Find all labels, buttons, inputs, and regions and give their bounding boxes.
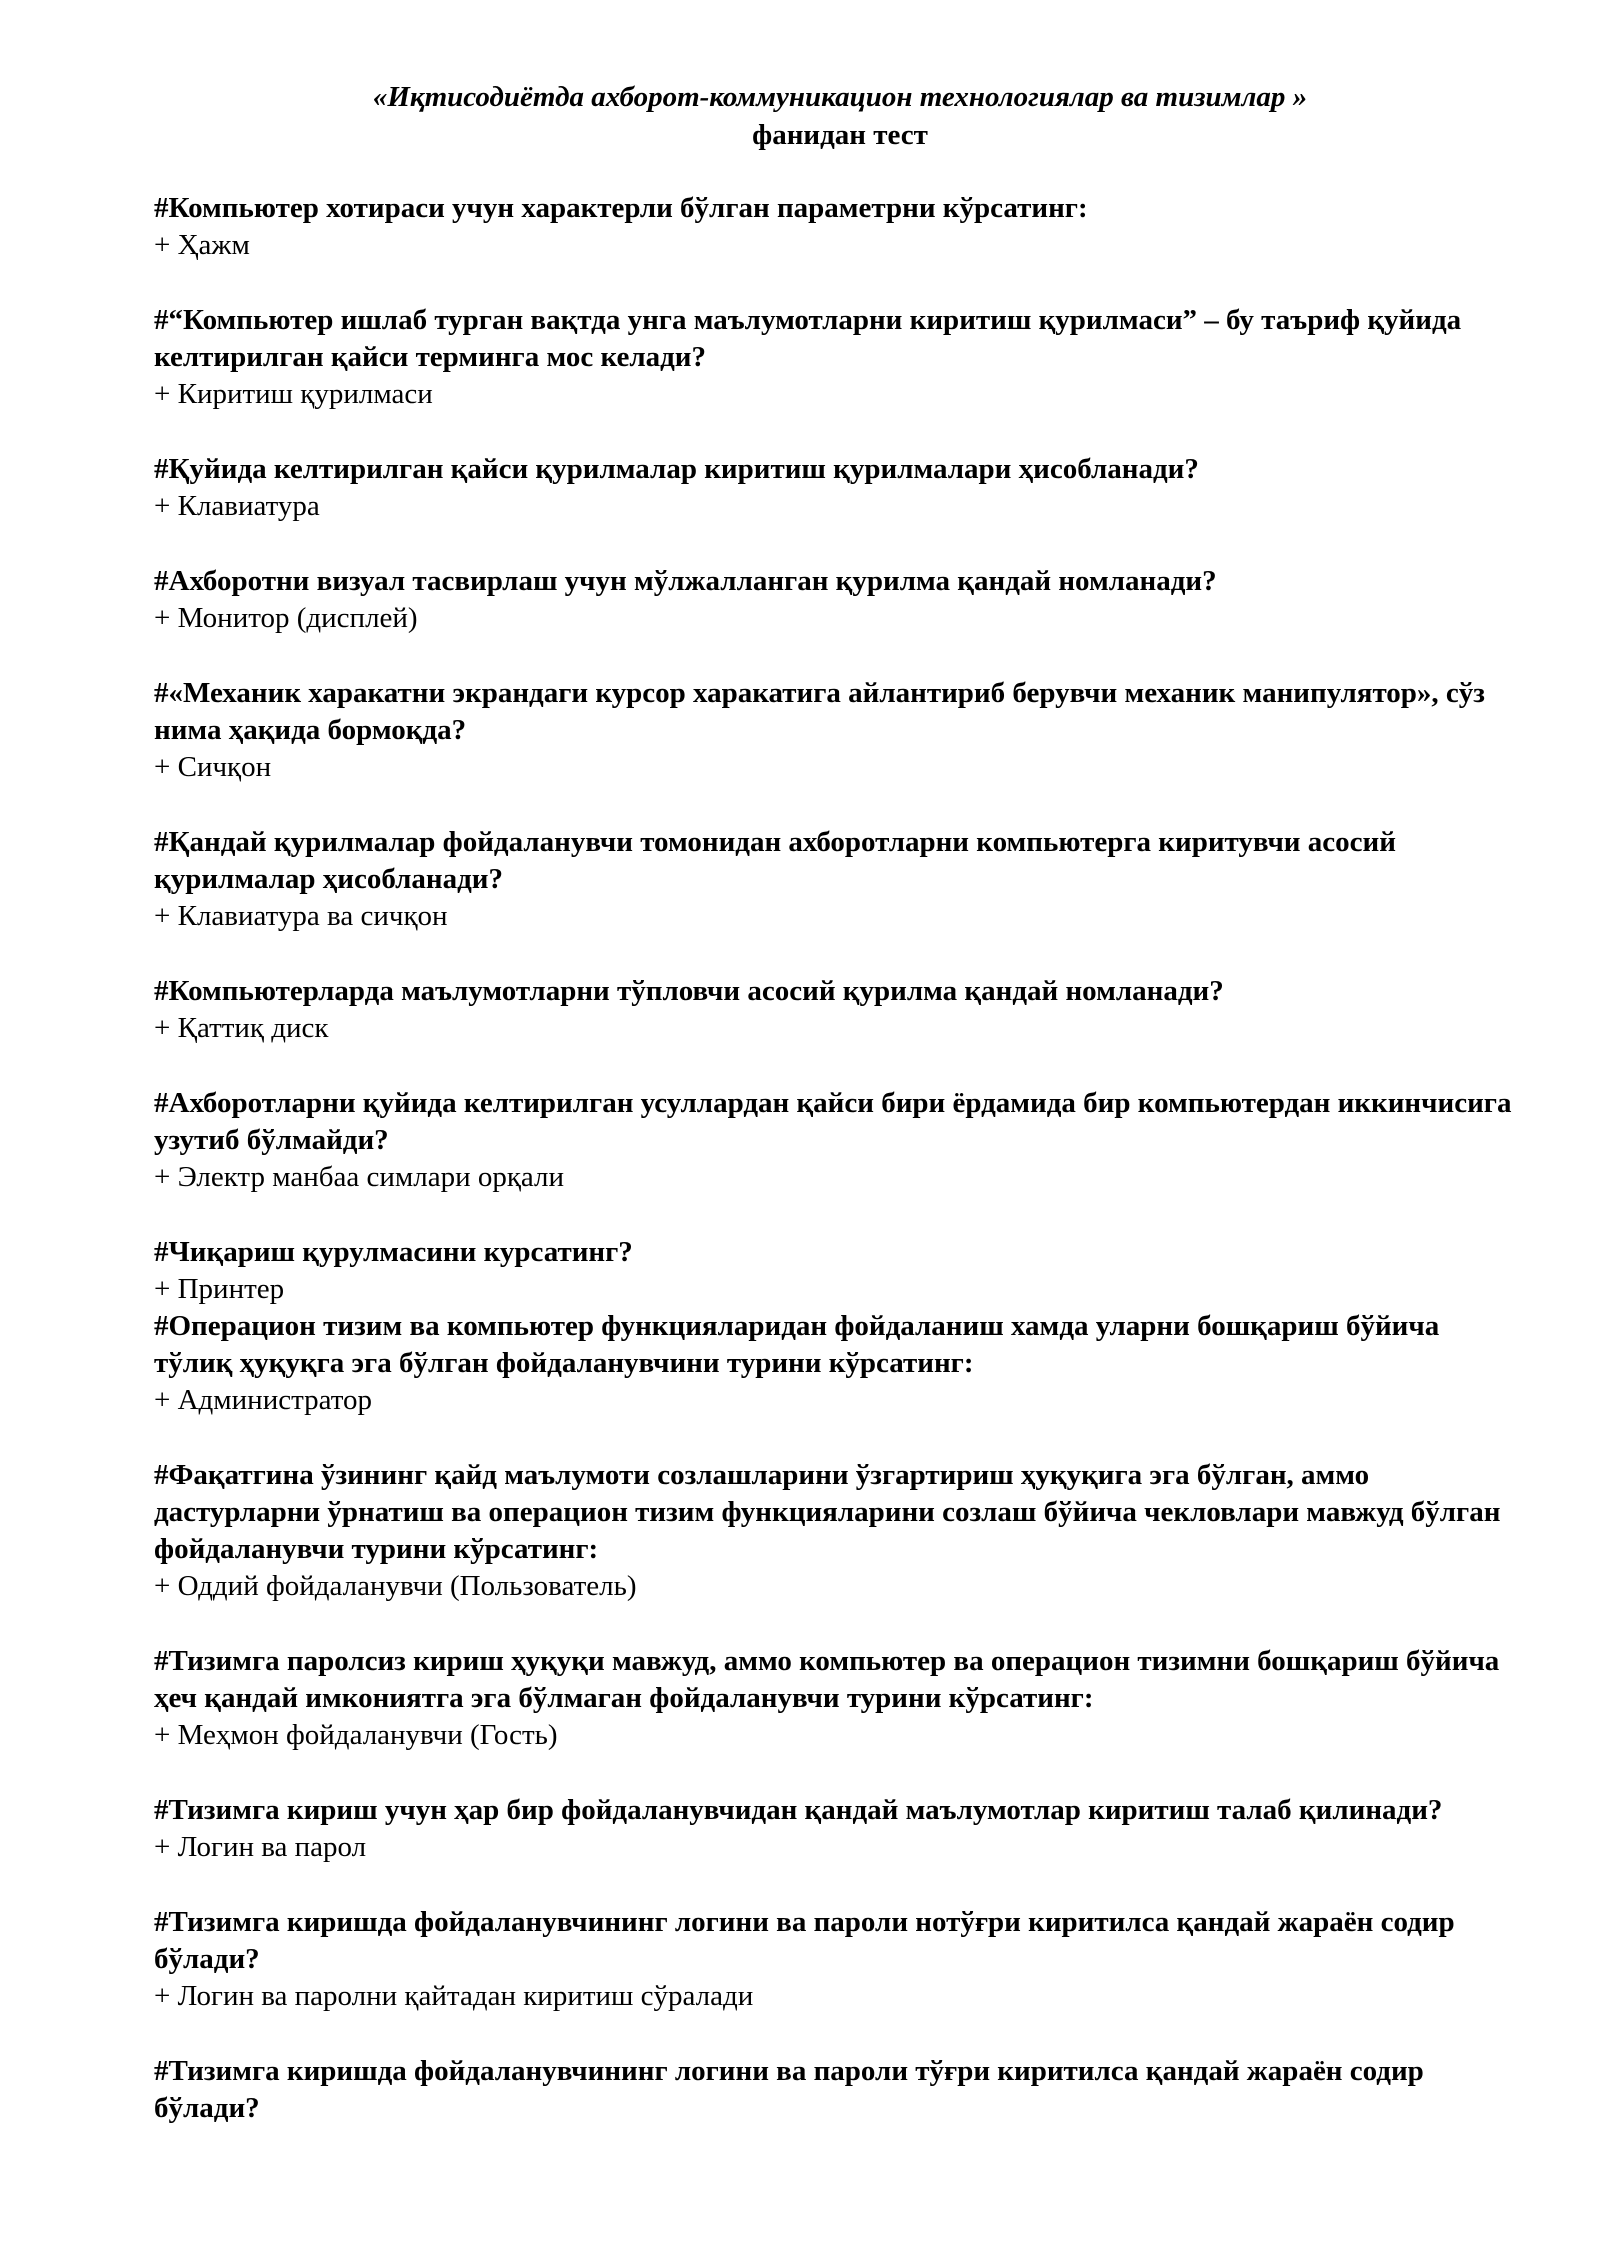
question-block xyxy=(154,1308,1514,1419)
question-block xyxy=(154,2053,1514,2127)
question-block xyxy=(154,1904,1514,2015)
question-text: #Тизимга кириш учун ҳар бир фойдаланувчидан қандай маълумотлар киритиш талаб қилинади? xyxy=(154,1794,1443,1826)
question-block xyxy=(154,451,1514,525)
question-list xyxy=(154,190,1514,2165)
answer-text: + Киритиш қурилмаси xyxy=(154,378,433,410)
question-text: #Операцион тизим ва компьютер функцияларидан фойдаланиш хамда уларни бошқариш бўйича тўлиқ ҳуқуқга эга бўлган фойдаланувчини турини кўрсатинг: xyxy=(154,1310,1440,1379)
question-text: #Ахборотларни қуйида келтирилган усуллардан қайси бири ёрдамида бир компьютердан иккинчисига узутиб бўлмайди? xyxy=(154,1087,1512,1156)
answer-text: + Қаттиқ диск xyxy=(154,1012,329,1044)
question-text: #“Компьютер ишлаб турган вақтда унга маълумотларни киритиш қурилмаси” – бу таъриф қуйида келтирилган қайси терминга мос келади? xyxy=(154,304,1462,373)
question-text: #Тизимга паролсиз кириш ҳуқуқи мавжуд, аммо компьютер ва операцион тизимни бошқариш бўйича ҳеч қандай имкониятга эга бўлмаган фойдаланувчи турини кўрсатинг: xyxy=(154,1645,1500,1714)
question-text: #«Механик харакатни экрандаги курсор харакатига айлантириб берувчи механик манипулятор», сўз нима ҳақида бормоқда? xyxy=(154,677,1485,746)
answer-text: + Клавиатура xyxy=(154,490,320,522)
question-text: #Компьютерларда маълумотларни тўпловчи асосий қурилма қандай номланади? xyxy=(154,975,1224,1007)
answer-text: + Ҳажм xyxy=(154,229,250,261)
question-text: #Қуйида келтирилган қайси қурилмалар киритиш қурилмалари ҳисобланади? xyxy=(154,453,1199,485)
document-subtitle: фанидан тест xyxy=(752,119,928,151)
answer-text: + Клавиатура ва сичқон xyxy=(154,900,448,932)
answer-text: + Сичқон xyxy=(154,751,272,783)
question-block xyxy=(154,824,1514,935)
question-block xyxy=(154,563,1514,637)
question-text: #Чиқариш қурулмасини курсатинг? xyxy=(154,1236,633,1268)
question-text: #Компьютер хотираси учун характерли бўлган параметрни кўрсатинг: xyxy=(154,192,1088,224)
question-block xyxy=(154,302,1514,413)
answer-text: + Меҳмон фойдаланувчи (Гость) xyxy=(154,1719,558,1751)
question-block xyxy=(154,1643,1514,1754)
question-block xyxy=(154,1234,1514,1308)
answer-text: + Электр манбаа симлари орқали xyxy=(154,1161,565,1193)
answer-text: + Администратор xyxy=(154,1384,373,1416)
answer-text: + Логин ва паролни қайтадан киритиш сўралади xyxy=(154,1980,754,2012)
answer-text: + Оддий фойдаланувчи (Пользователь) xyxy=(154,1570,637,1602)
answer-text: + Монитор (дисплей) xyxy=(154,602,418,634)
answer-text: + Принтер xyxy=(154,1273,285,1305)
question-text: #Қандай қурилмалар фойдаланувчи томонидан ахборотларни компьютерга киритувчи асосий қурилмалар ҳисобланади? xyxy=(154,826,1396,895)
document-header xyxy=(0,78,1600,154)
question-text: #Ахборотни визуал тасвирлаш учун мўлжалланган қурилма қандай номланади? xyxy=(154,565,1217,597)
question-block xyxy=(154,675,1514,786)
question-block xyxy=(154,1085,1514,1196)
question-text: #Фақатгина ўзининг қайд маълумоти созлашларини ўзгартириш ҳуқуқига эга бўлган, аммо дастурларни ўрнатиш ва операцион тизим функцияларини созлаш бўйича чекловлари мавжуд бўлган фойдаланувчи турини кўрсатинг: xyxy=(154,1459,1501,1565)
question-block xyxy=(154,1457,1514,1605)
question-block xyxy=(154,973,1514,1047)
document-title: «Иқтисодиётда ахборот-коммуникацион технологиялар ва тизимлар » xyxy=(372,81,1308,113)
question-block xyxy=(154,190,1514,264)
question-text: #Тизимга киришда фойдаланувчининг логини ва пароли тўғри киритилса қандай жараён содир бўлади? xyxy=(154,2055,1424,2124)
answer-text: + Логин ва парол xyxy=(154,1831,367,1863)
question-block xyxy=(154,1792,1514,1866)
question-text: #Тизимга киришда фойдаланувчининг логини ва пароли нотўғри киритилса қандай жараён содир бўлади? xyxy=(154,1906,1455,1975)
